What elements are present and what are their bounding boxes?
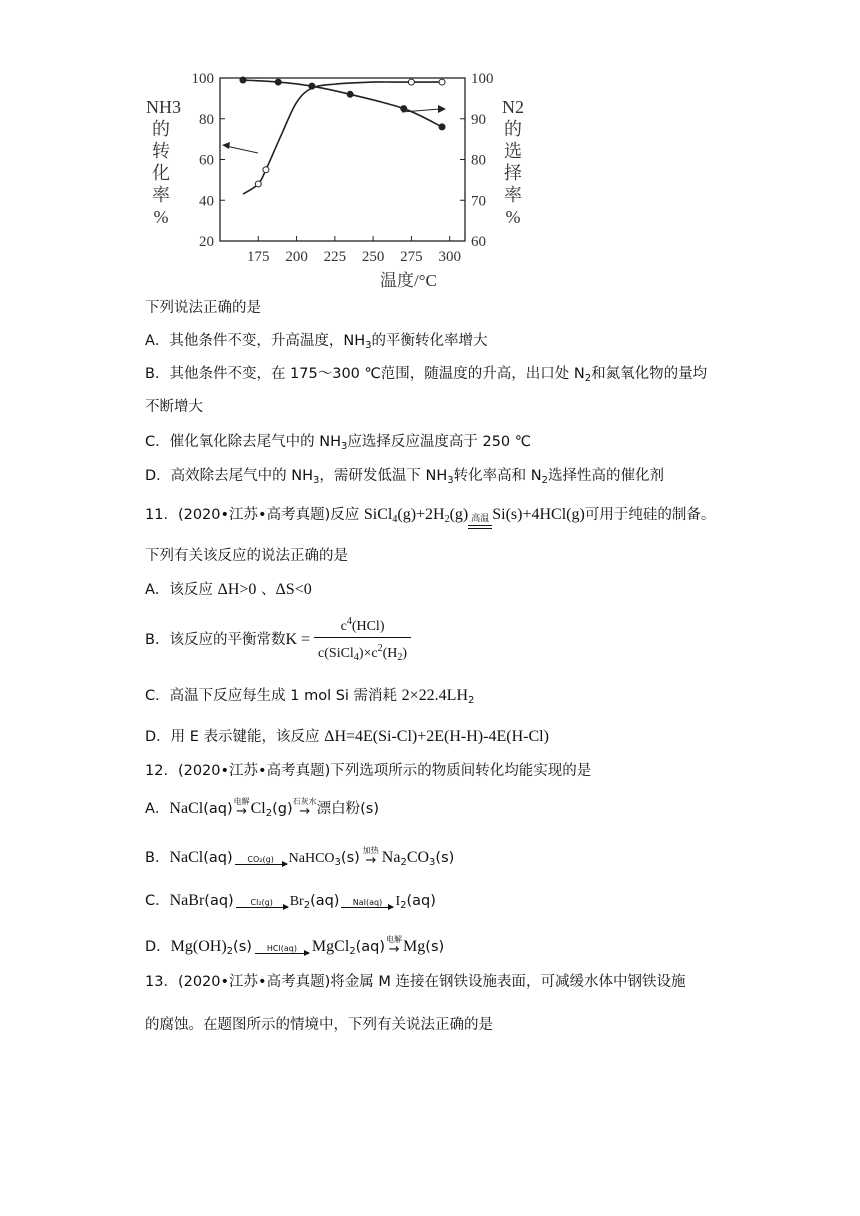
right-axis-label-unit: %: [505, 207, 521, 227]
q10-a-sub: 3: [365, 340, 372, 351]
q12-d-s1: Mg(OH): [170, 938, 227, 955]
q12-b-s2s: 3: [334, 857, 341, 868]
q12-d-s3: Mg: [403, 938, 426, 955]
right-arrow-icon: →: [299, 804, 311, 819]
q11-option-b: [145, 616, 411, 664]
q12-d-s2p: (aq): [355, 939, 386, 955]
q12-b-arrow1: [235, 855, 287, 865]
q12-option-d: [145, 935, 444, 962]
right-axis-label-ch1: 的: [504, 119, 522, 139]
q12-a-s1p: (aq): [203, 801, 233, 817]
q11-fraction-denominator: [314, 638, 411, 669]
n2-selectivity-curve: [243, 80, 442, 127]
conversion-point: [255, 181, 261, 187]
q12-b-c2: 加热: [362, 846, 379, 855]
q13-line2: 的腐蚀。在题图所示的情境中，下列有关说法正确的是: [145, 1017, 493, 1033]
right-axis-label-n2: N2: [502, 97, 524, 117]
q10-option-b: [145, 364, 707, 389]
q11-den-2: 2: [377, 642, 383, 654]
q12-d-arrow2: [385, 935, 403, 955]
left-tick-label: 100: [191, 71, 214, 87]
q11-a-dh: ΔH>0: [217, 581, 257, 598]
q11-den-b: )×c: [358, 645, 378, 661]
q12-option-a: [145, 797, 379, 824]
q10-a-nh: NH: [343, 333, 366, 349]
q11-a-ds: ΔS<0: [275, 581, 312, 598]
q10-a-pre: A．其他条件不变，升高温度，: [145, 333, 344, 349]
q12-b-s3p: (s): [435, 850, 455, 866]
right-tick-label: 90: [471, 111, 486, 128]
q11-d-pre: D．用 E 表示键能，该反应: [145, 729, 325, 745]
q12-b-s3s: 2: [400, 857, 407, 868]
q10-b-post: 和氮氧化物的量均: [591, 366, 708, 382]
q12-d-label: D．: [145, 939, 171, 955]
left-axis-label: [146, 96, 181, 228]
right-axis-label-ch3: 择: [504, 163, 522, 183]
left-tick-label: 40: [199, 193, 214, 210]
bottom-tick-label: 175: [247, 249, 270, 265]
q11-num-4: 4: [346, 615, 352, 627]
q13-line1: 13．(2020•江苏•高考真题)将金属 M 连接在钢铁设施表面，可减缓水体中钢铁设施: [145, 974, 686, 990]
nh3-conversion-curve: [243, 82, 442, 194]
q11-d-eq: ΔH=4E(Si-Cl)+2E(H-H)-4E(H-Cl): [324, 728, 549, 745]
q11-head: 11．(2020•江苏•高考真题)反应: [145, 507, 360, 523]
q12-c-s3: I: [395, 894, 401, 909]
selectivity-point: [309, 83, 315, 89]
q12-a-s2s: 2: [265, 808, 273, 819]
q12-c-s1: NaBr: [169, 892, 205, 909]
left-tick-label: 60: [199, 152, 214, 169]
q10-c-pre: C．催化氧化除去尾气中的: [145, 434, 320, 450]
q12-c-arrow1: [236, 898, 288, 908]
q11-equilibrium-fraction: [314, 612, 411, 669]
right-axis-label: [498, 96, 528, 228]
q10-b-pre: B．其他条件不变，在 175～300 ℃范围，随温度的升高，出口处: [145, 366, 574, 382]
q10-c-post: 应选择反应温度高于 250 ℃: [347, 434, 532, 450]
q12-c-arrow2: [341, 898, 393, 908]
q12-a-s2: Cl: [250, 800, 266, 817]
q12-d-s1s: 2: [226, 946, 234, 957]
q11-eq-d: Si(s)+4HCl(g): [492, 506, 585, 523]
q12-d-s1p: (s): [233, 939, 252, 955]
conversion-point: [439, 79, 445, 85]
q10-b-sub: 2: [584, 373, 592, 384]
right-arrow-icon: →: [236, 804, 248, 819]
q11-condition-arrow: [468, 514, 492, 529]
q12-c-c1: Cl₂(g): [250, 898, 273, 907]
q11-c-sub: 2: [468, 695, 475, 706]
q10-d-sub-b: 3: [447, 475, 454, 486]
q12-b-s3s2: 3: [429, 857, 436, 868]
q11-eq-b: (g)+2H: [397, 506, 445, 523]
selectivity-point: [439, 124, 445, 130]
q12-a-s3: 漂白粉(s): [316, 801, 380, 817]
q12-a-c2: 石灰水: [292, 797, 317, 806]
q11-den-a: c(SiCl: [318, 645, 354, 661]
q11-a-sep: 、: [256, 582, 276, 598]
left-tick-label: 80: [199, 111, 214, 128]
q12-b-s1: NaCl: [169, 849, 204, 866]
q11-b-pre: B．该反应的平衡常数: [145, 632, 286, 648]
left-axis-label-nh3: NH3: [146, 97, 181, 117]
q11-stem: [145, 505, 715, 530]
q12-d-c2: 电解: [386, 935, 403, 944]
q11-eq-a4: 4: [392, 514, 398, 525]
q11-fraction-numerator: [314, 612, 411, 638]
q10-prompt: 下列说法正确的是: [145, 300, 261, 316]
q11-num-c: c: [340, 618, 347, 634]
plot-frame: [220, 78, 465, 241]
bottom-tick-label: 275: [400, 249, 423, 265]
right-arrow-icon: [341, 907, 393, 908]
q12-a-arrow2: [293, 797, 317, 817]
q12-b-s1p: (aq): [203, 850, 233, 866]
q12-b-label: B．: [145, 850, 170, 866]
q11-option-c: [145, 686, 474, 711]
right-tick-label: 60: [471, 234, 486, 250]
left-axis-label-ch1: 的: [152, 119, 170, 139]
q12-option-c: [145, 891, 436, 916]
q11-den-h2: 2: [397, 651, 403, 663]
left-axis-label-ch4: 率: [152, 185, 170, 205]
q10-option-c: [145, 432, 531, 457]
q12-b-s2: NaHCO: [288, 851, 335, 866]
q11-c-pre: C．高温下反应每生成 1 mol Si 需消耗: [145, 688, 402, 704]
q10-d-nh: NH: [291, 468, 314, 484]
right-axis-label-ch4: 率: [504, 185, 522, 205]
q12-b-arrow2: [360, 846, 382, 866]
left-axis-label-ch2: 转: [152, 141, 170, 161]
q10-d-sub-n: 2: [541, 475, 548, 486]
bottom-tick-label: 250: [361, 249, 385, 265]
q12-d-arrow1: [255, 944, 309, 954]
right-tick-label: 70: [471, 193, 486, 210]
q10-d-n: N: [530, 468, 542, 484]
right-axis-label-ch2: 选: [504, 141, 522, 161]
q10-option-a: [145, 331, 488, 356]
q10-a-post: 的平衡转化率增大: [371, 333, 488, 349]
q12-stem: 12．(2020•江苏•高考真题)下列选项所示的物质间转化均能实现的是: [145, 763, 592, 779]
q10-option-b-cont: 不断增大: [145, 399, 203, 415]
q10-c-sub: 3: [340, 441, 348, 452]
q12-b-c1: CO₂(g): [247, 855, 274, 864]
q12-c-label: C．: [145, 893, 170, 909]
q11-a-pre: A．该反应: [145, 582, 218, 598]
q12-d-c1: HCl(aq): [266, 944, 297, 953]
right-arrow-icon: →: [388, 942, 400, 957]
q11-den-d: ): [402, 645, 408, 661]
q12-b-s3: Na: [381, 849, 401, 866]
q12-c-s2s: 2: [303, 900, 311, 911]
q10-d-nh-b: NH: [425, 468, 448, 484]
q10-d-pre: D．高效除去尾气中的: [145, 468, 292, 484]
q11-eq-c: (g): [449, 506, 469, 523]
q12-c-c2: NaI(aq): [352, 898, 383, 907]
q12-option-b: [145, 846, 454, 873]
right-arrow-icon: [255, 953, 309, 954]
q11-num-rest: (HCl): [351, 618, 385, 634]
q10-d-post: 选择性高的催化剂: [547, 468, 664, 484]
q10-d-mid2: 转化率高和: [453, 468, 531, 484]
right-arrow-icon: [235, 864, 287, 865]
q12-c-s2p: (aq): [310, 893, 340, 909]
q11-eq-a: SiCl: [363, 506, 393, 523]
q11-option-a: [145, 580, 312, 600]
q12-b-s3b: CO: [406, 849, 430, 866]
q12-d-s2: MgCl: [311, 938, 350, 955]
q10-d-sub: 3: [313, 475, 320, 486]
q11-b-k: K =: [285, 631, 311, 648]
bottom-tick-label: 300: [438, 249, 461, 265]
q12-c-s3p: (aq): [406, 893, 436, 909]
selectivity-point: [401, 106, 407, 112]
q12-a-c1: 电解: [233, 797, 250, 806]
left-tick-label: 20: [199, 234, 214, 250]
q12-c-s3s: 2: [400, 900, 407, 911]
right-tick-label: 100: [471, 71, 494, 87]
bottom-tick-label: 200: [285, 249, 308, 265]
q12-d-s2s: 2: [349, 946, 356, 957]
right-axis-arrow: [402, 105, 446, 113]
q10-c-nh: NH: [319, 434, 341, 450]
q11-den-c: (H: [382, 645, 398, 661]
left-axis-label-unit: %: [153, 207, 169, 227]
q11-option-d: [145, 727, 549, 747]
right-arrow-icon: →: [365, 853, 377, 868]
q10-d-mid: ，需研发低温下: [319, 468, 426, 484]
left-axis-label-ch3: 化: [152, 163, 170, 183]
q12-a-arrow1: [233, 797, 251, 817]
conversion-point: [263, 167, 269, 173]
right-arrow-icon: [236, 907, 288, 908]
selectivity-point: [275, 79, 281, 85]
q10-b-n: N: [573, 366, 585, 382]
q11-den-4: 4: [353, 651, 359, 663]
q12-d-s3p: (s): [425, 939, 445, 955]
conversion-point: [408, 79, 414, 85]
q11-condition: 高温: [471, 514, 490, 524]
left-axis-arrow: [222, 142, 258, 153]
x-axis-label: 温度/°C: [380, 271, 437, 290]
q12-a-s1: NaCl: [169, 800, 204, 817]
q12-b-s2p: (s): [340, 850, 360, 866]
q11-line2: 下列有关该反应的说法正确的是: [145, 548, 348, 564]
q11-tail: 可用于纯硅的制备。: [584, 507, 716, 523]
conversion-selectivity-chart: [140, 60, 540, 290]
right-tick-label: 80: [471, 152, 486, 169]
q12-a-label: A．: [145, 801, 170, 817]
selectivity-point: [347, 91, 353, 97]
q12-c-s2: Br: [289, 894, 304, 909]
q12-a-s2p: (g): [272, 801, 293, 817]
selectivity-point: [240, 77, 246, 83]
q10-option-d: [145, 466, 664, 491]
q11-eq-b2: 2: [444, 514, 450, 525]
q11-c-val: 2×22.4LH: [401, 687, 469, 704]
q12-c-s1p: (aq): [204, 893, 234, 909]
bottom-tick-label: 225: [323, 249, 347, 265]
